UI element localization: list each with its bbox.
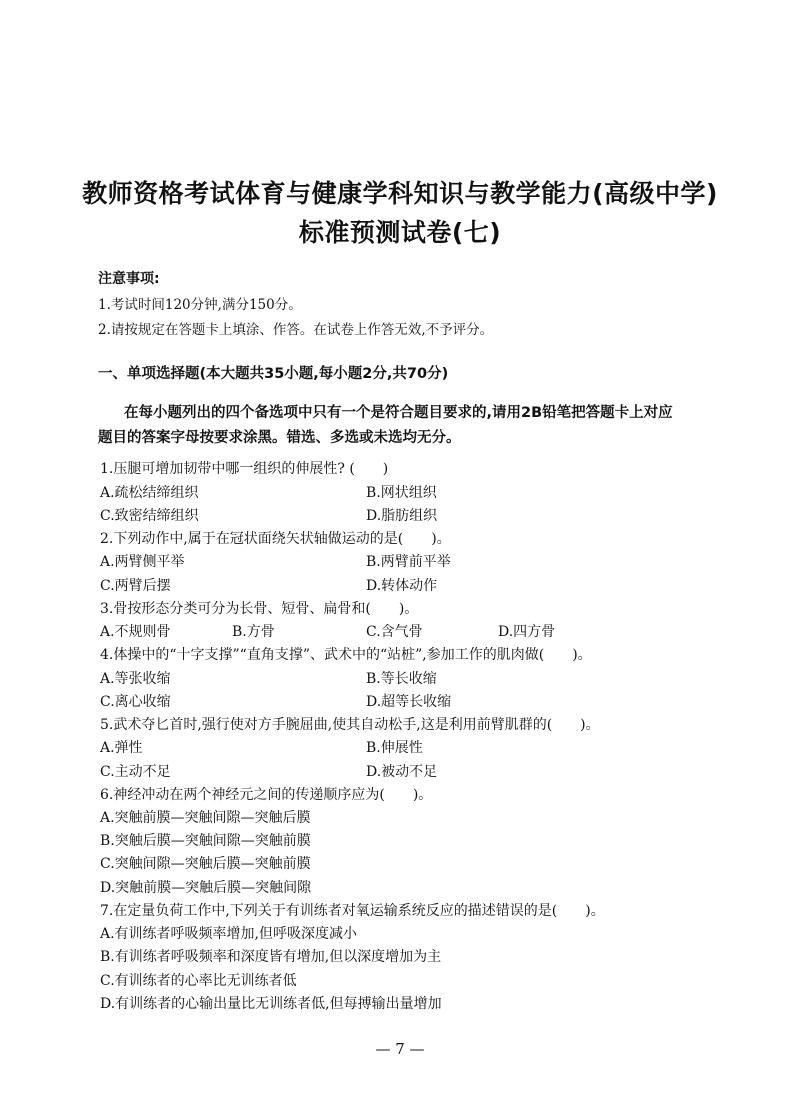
notice-item: 2.请按规定在答题卡上填涂、作答。在试卷上作答无效,不予评分。 (98, 322, 494, 338)
option-a: A.突触前膜—突触间隙—突触后膜 (100, 810, 311, 826)
section-instruction: 在每小题列出的四个备选项中只有一个是符合题目要求的,请用2B铅笔把答题卡上对应 (124, 405, 673, 421)
option-a: A.弹性 (100, 740, 143, 756)
section-heading: 一、单项选择题(本大题共35小题,每小题2分,共70分) (98, 366, 449, 382)
option-a: A.等张收缩 (100, 671, 171, 687)
section-instruction: 题目的答案字母按要求涂黑。错选、多选或未选均无分。 (98, 430, 461, 446)
question-stem: 3.骨按形态分类可分为长骨、短骨、扁骨和( )。 (100, 601, 419, 617)
option-b: B.网状组织 (366, 485, 437, 501)
option-c: C.主动不足 (100, 764, 171, 780)
option-c: C.两臂后摆 (100, 578, 171, 594)
page-title: 教师资格考试体育与健康学科知识与教学能力(高级中学) (82, 179, 718, 208)
option-b: B.伸展性 (366, 740, 423, 756)
option-b: B.方骨 (232, 624, 275, 640)
option-a: A.不规则骨 (100, 624, 171, 640)
option-b: B.有训练者呼吸频率和深度皆有增加,但以深度增加为主 (100, 949, 442, 965)
option-b: B.突触后膜—突触间隙—突触前膜 (100, 833, 311, 849)
option-a: A.有训练者呼吸频率增加,但呼吸深度减小 (100, 926, 358, 942)
notice-item: 1.考试时间120分钟,满分150分。 (98, 297, 302, 313)
option-d: D.四方骨 (498, 624, 556, 640)
option-a: A.疏松结缔组织 (100, 485, 199, 501)
question-stem: 6.神经冲动在两个神经元之间的传递顺序应为( )。 (100, 787, 433, 803)
question-stem: 4.体操中的“十字支撑”“直角支撑”、武术中的“站桩”,参加工作的肌肉做( )。 (100, 647, 592, 663)
notice-heading: 注意事项: (98, 271, 160, 287)
option-d: D.突触前膜—突触后膜—突触间隙 (100, 880, 312, 896)
option-b: B.等长收缩 (366, 671, 437, 687)
option-d: D.超等长收缩 (366, 694, 452, 710)
page-subtitle: 标准预测试卷(七) (298, 218, 502, 247)
question-stem: 2.下列动作中,属于在冠状面绕矢状轴做运动的是( )。 (100, 531, 451, 547)
option-d: D.被动不足 (366, 764, 438, 780)
question-stem: 5.武术夺匕首时,强行使对方手腕屈曲,使其自动松手,这是利用前臂肌群的( )。 (100, 717, 600, 733)
option-c: C.离心收缩 (100, 694, 171, 710)
option-c: C.含气骨 (366, 624, 423, 640)
option-d: D.转体动作 (366, 578, 438, 594)
question-stem: 7.在定量负荷工作中,下列关于有训练者对氧运输系统反应的描述错误的是( )。 (100, 903, 605, 919)
option-c: C.突触间隙—突触后膜—突触前膜 (100, 856, 311, 872)
option-a: A.两臂侧平举 (100, 554, 185, 570)
page-number: — 7 — (375, 1040, 425, 1058)
option-d: D.脂肪组织 (366, 508, 438, 524)
option-c: C.致密结缔组织 (100, 508, 199, 524)
option-d: D.有训练者的心输出量比无训练者低,但每搏输出量增加 (100, 996, 442, 1012)
question-stem: 1.压腿可增加韧带中哪一组织的伸展性? ( ) (100, 461, 389, 477)
option-b: B.两臂前平举 (366, 554, 451, 570)
option-c: C.有训练者的心率比无训练者低 (100, 973, 297, 989)
